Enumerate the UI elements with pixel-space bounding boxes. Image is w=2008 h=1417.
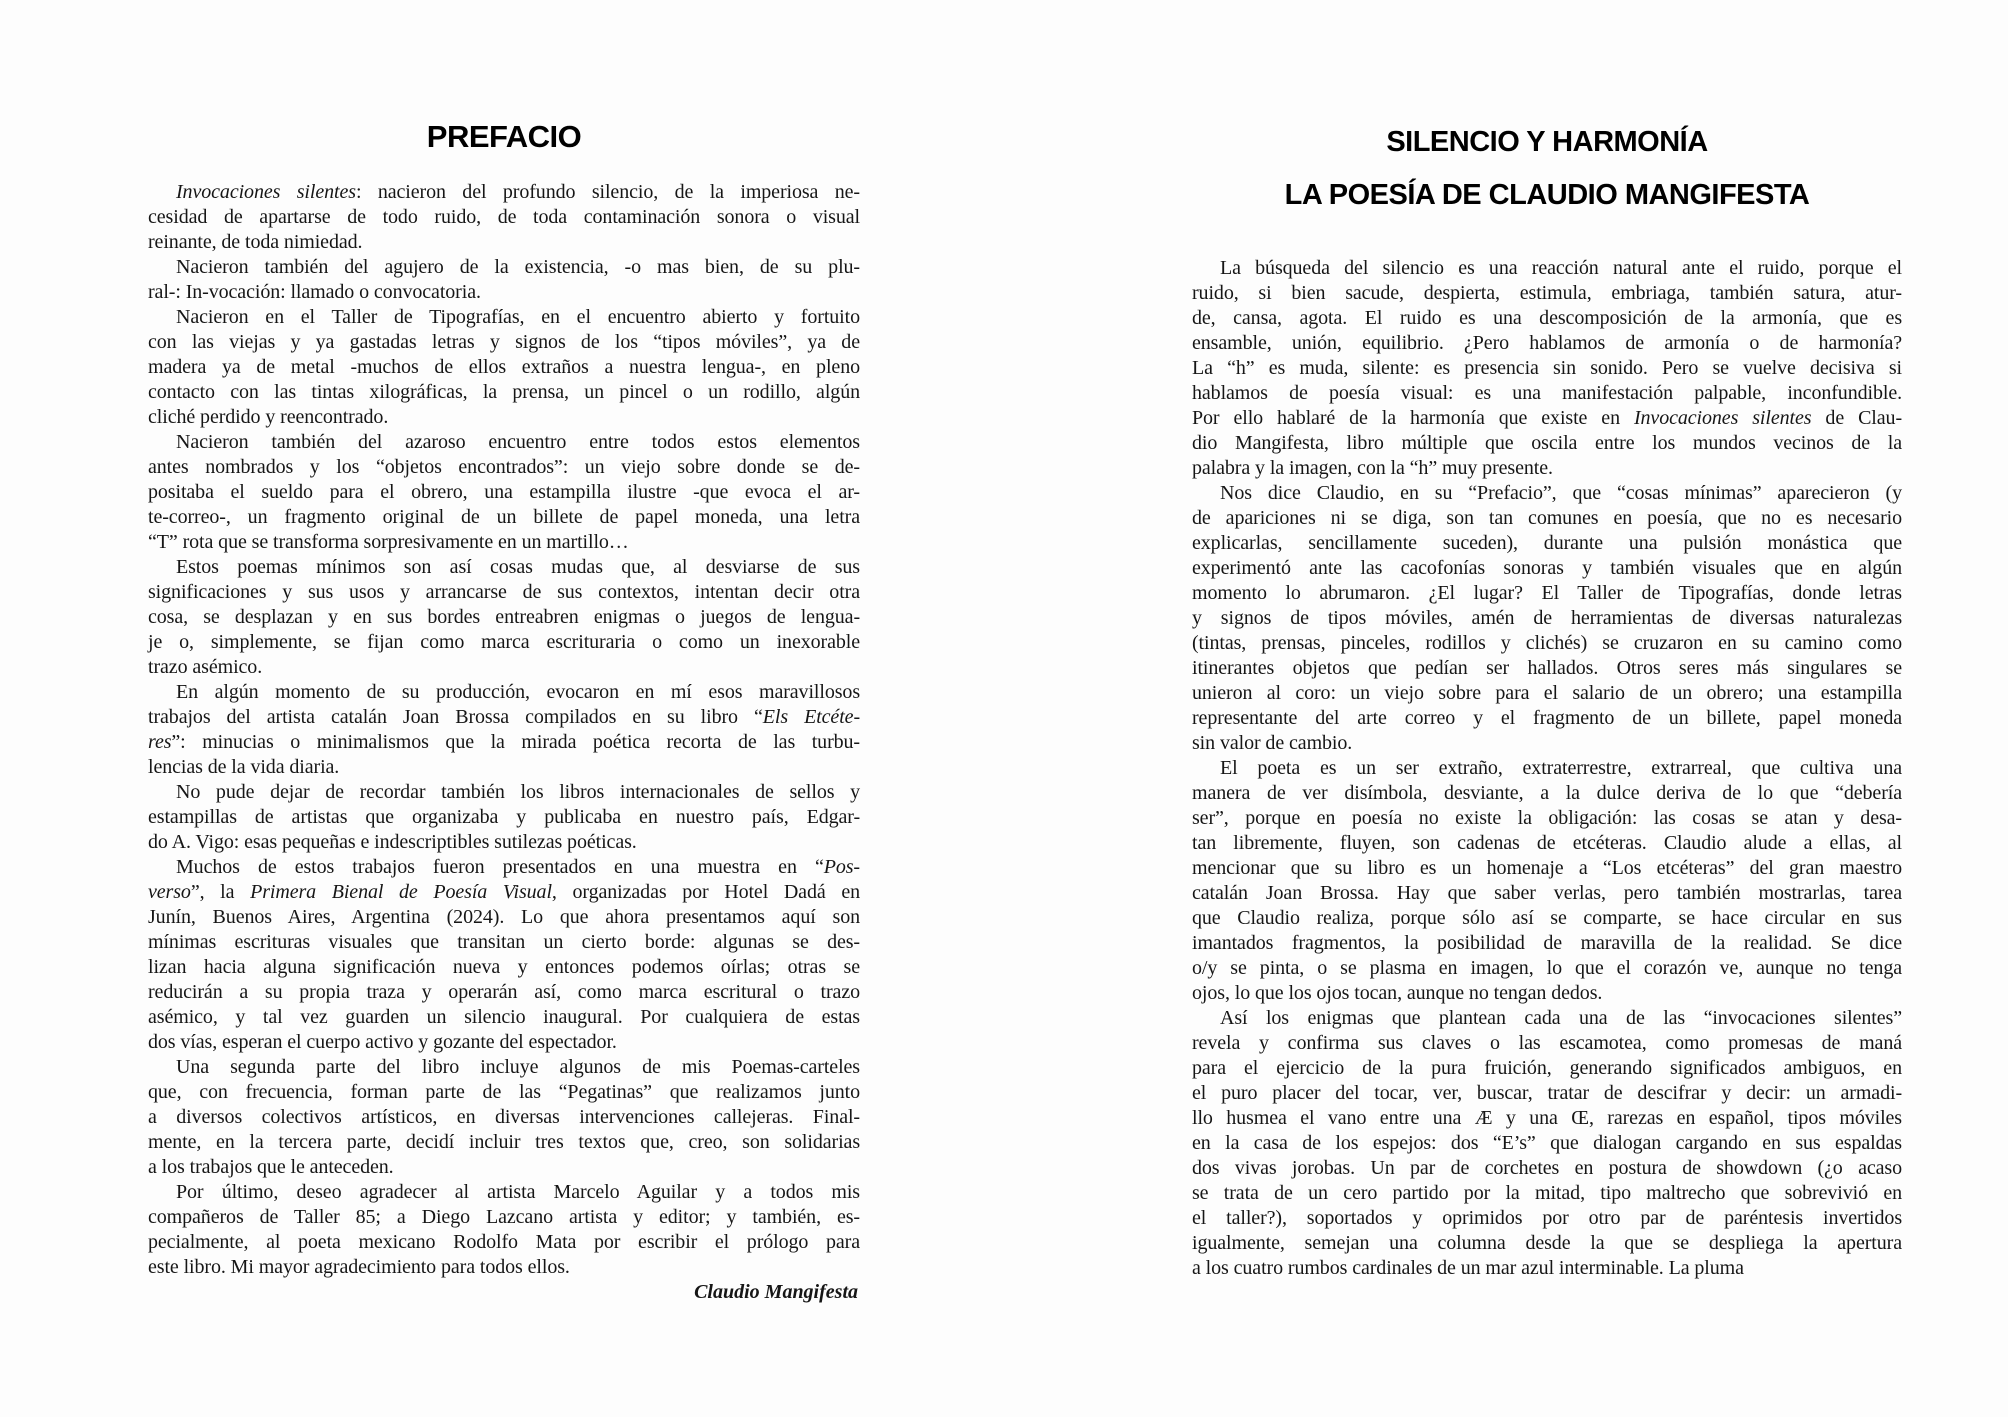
text-line: catalán Joan Brossa. Hay que saber verlas, pero también mostrarlas, tarea bbox=[1192, 882, 1902, 904]
paragraph bbox=[148, 180, 860, 255]
text-line: el taller?), soportados y oprimidos por otro par de paréntesis invertidos bbox=[1192, 1207, 1902, 1229]
text-line: ruido, si bien sacude, despierta, estimula, embriaga, también satura, atur- bbox=[1192, 282, 1902, 304]
text-line: res”: minucias o minimalismos que la mirada poética recorta de las turbu- bbox=[148, 731, 860, 753]
text-line: dio Mangifesta, libro múltiple que oscila entre los mundos vecinos de la bbox=[1192, 432, 1902, 454]
left-page bbox=[148, 0, 860, 1417]
text-line: para el ejercicio de la pura fruición, generando significados ambiguos, en bbox=[1192, 1057, 1902, 1079]
text-line: el puro placer del tocar, ver, buscar, tratar de descifrar y decir: un armadi- bbox=[1192, 1082, 1902, 1104]
text-line: Una segunda parte del libro incluye algunos de mis Poemas-carteles bbox=[176, 1056, 860, 1078]
text-line: ojos, lo que los ojos tocan, aunque no tengan dedos. bbox=[1192, 982, 1603, 1004]
text-line: ral-: In-vocación: llamado o convocatoria. bbox=[148, 281, 481, 303]
text-line: Invocaciones silentes: nacieron del profundo silencio, de la imperiosa ne- bbox=[176, 181, 860, 203]
text-line: La “h” es muda, silente: es presencia sin sonido. Pero se vuelve decisiva si bbox=[1192, 357, 1902, 379]
text-line: mente, en la tercera parte, decidí incluir tres textos que, creo, son solidarias bbox=[148, 1131, 860, 1153]
paragraph bbox=[148, 430, 860, 555]
text-line: En algún momento de su producción, evocaron en mí esos maravillosos bbox=[176, 681, 860, 703]
text-line: trazo asémico. bbox=[148, 656, 263, 678]
text-line: lencias de la vida diaria. bbox=[148, 756, 340, 778]
right-page bbox=[1192, 0, 1902, 1417]
paragraph bbox=[148, 1055, 860, 1180]
text-line: do A. Vigo: esas pequeñas e indescriptibles sutilezas poéticas. bbox=[148, 831, 637, 853]
text-line: te-correo-, un fragmento original de un billete de papel moneda, una letra bbox=[148, 506, 860, 528]
text-line: momento lo abrumaron. ¿El lugar? El Taller de Tipografías, donde letras bbox=[1192, 582, 1902, 604]
text-line: que Claudio realiza, porque sólo así se comparte, se hace circular en sus bbox=[1192, 907, 1902, 929]
text-line: se trata de un cero partido por la mitad, tipo maltrecho que sobrevivió en bbox=[1192, 1182, 1902, 1204]
text-line: cosa, se desplazan y en sus bordes entreabren enigmas o juegos de lengua- bbox=[148, 606, 860, 628]
text-line: que, con frecuencia, forman parte de las “Pegatinas” que realizamos junto bbox=[148, 1081, 860, 1103]
text-line: je o, simplemente, se fijan como marca escrituraria o como un inexorable bbox=[148, 631, 860, 653]
text-line: compañeros de Taller 85; a Diego Lazcano artista y editor; y también, es- bbox=[148, 1206, 860, 1228]
text-line: unieron al coro: un viejo sobre para el salario de un obrero; una estampilla bbox=[1192, 682, 1902, 704]
text-line: Junín, Buenos Aires, Argentina (2024). Lo que ahora presentamos aquí son bbox=[148, 906, 860, 928]
text-line: a los trabajos que le anteceden. bbox=[148, 1156, 394, 1178]
text-line: de apariciones ni se diga, son tan comunes en poesía, que no es necesario bbox=[1192, 507, 1902, 529]
text-line: Nos dice Claudio, en su “Prefacio”, que “cosas mínimas” aparecieron (y bbox=[1220, 482, 1902, 504]
text-line: itinerantes objetos que pedían ser hallados. Otros seres más singulares se bbox=[1192, 657, 1902, 679]
text-line: dos vivas jorobas. Un par de corchetes en postura de showdown (¿o acaso bbox=[1192, 1157, 1902, 1179]
text-line: verso”, la Primera Bienal de Poesía Visual, organizadas por Hotel Dadá en bbox=[148, 881, 860, 903]
text-line: asémico, y tal vez guarden un silencio inaugural. Por cualquiera de estas bbox=[148, 1006, 860, 1028]
text-line: Por último, deseo agradecer al artista Marcelo Aguilar y a todos mis bbox=[176, 1181, 860, 1203]
paragraph bbox=[1192, 256, 1902, 481]
left-page-title: PREFACIO bbox=[426, 119, 582, 154]
text-line: madera ya de metal -muchos de ellos extraños a nuestra lengua-, en pleno bbox=[148, 356, 860, 378]
text-line: a los cuatro rumbos cardinales de un mar azul interminable. La pluma bbox=[1192, 1257, 1744, 1279]
paragraph bbox=[148, 855, 860, 1055]
paragraph bbox=[148, 680, 860, 780]
text-line: con las viejas y ya gastadas letras y signos de los “tipos móviles”, ya de bbox=[148, 331, 860, 353]
text-line: Por ello hablaré de la harmonía que existe en Invocaciones silentes de Clau- bbox=[1192, 407, 1902, 429]
text-line: o/y se pinta, o se plasma en imagen, lo que el corazón ve, aunque no tenga bbox=[1192, 957, 1902, 979]
text-line: a diversos colectivos artísticos, en diversas intervenciones callejeras. Final- bbox=[148, 1106, 860, 1128]
right-page-title bbox=[1192, 116, 1902, 222]
text-line: Nacieron también del azaroso encuentro entre todos estos elementos bbox=[176, 431, 860, 453]
text-line: dos vías, esperan el cuerpo activo y gozante del espectador. bbox=[148, 1031, 617, 1053]
text-line: Nacieron también del agujero de la existencia, -o mas bien, de su plu- bbox=[176, 256, 860, 278]
text-line: positaba el sueldo para el obrero, una estampilla ilustre -que evoca el ar- bbox=[148, 481, 860, 503]
text-line: trabajos del artista catalán Joan Brossa compilados en su libro “Els Etcéte- bbox=[148, 706, 861, 728]
text-line: llo husmea el vano entre una Æ y una Œ, rarezas en español, tipos móviles bbox=[1192, 1107, 1902, 1129]
text-line: antes nombrados y los “objetos encontrados”: un viejo sobre donde se de- bbox=[148, 456, 860, 478]
text-line: Estos poemas mínimos son así cosas mudas que, al desviarse de sus bbox=[176, 556, 860, 578]
text-line: y signos de tipos móviles, amén de herramientas de diversas naturalezas bbox=[1192, 607, 1902, 629]
text-line: mencionar que su libro es un homenaje a “Los etcéteras” del gran maestro bbox=[1192, 857, 1902, 879]
right-page-title-line-2: LA POESÍA DE CLAUDIO MANGIFESTA bbox=[1284, 179, 1810, 211]
text-line: reducirán a su propia traza y operarán así, como marca escritural o trazo bbox=[148, 981, 860, 1003]
text-line: ensamble, unión, equilibrio. ¿Pero hablamos de armonía o de harmonía? bbox=[1192, 332, 1902, 354]
text-line: La búsqueda del silencio es una reacción natural ante el ruido, porque el bbox=[1220, 257, 1902, 279]
text-line: igualmente, semejan una columna desde la que se despliega la apertura bbox=[1192, 1232, 1902, 1254]
author-signature: Claudio Mangifesta bbox=[694, 1281, 858, 1303]
text-line: “T” rota que se transforma sorpresivamente en un martillo… bbox=[148, 531, 629, 553]
text-line: lizan hacia alguna significación nueva y entonces podemos oírlas; otras se bbox=[148, 956, 860, 978]
left-page-body bbox=[148, 180, 860, 1305]
text-line: de, cansa, agota. El ruido es una descomposición de la armonía, que es bbox=[1192, 307, 1902, 329]
text-line: manera de ver disímbola, desviante, a la dulce deriva de lo que “debería bbox=[1192, 782, 1902, 804]
paragraph bbox=[148, 1180, 860, 1280]
text-line: revela y confirma sus claves o las escamotea, como promesas de maná bbox=[1192, 1032, 1902, 1054]
paragraph bbox=[148, 555, 860, 680]
text-line: Nacieron en el Taller de Tipografías, en el encuentro abierto y fortuito bbox=[176, 306, 860, 328]
text-line: (tintas, prensas, pinceles, rodillos y clichés) se cruzaron en su camino como bbox=[1192, 632, 1902, 654]
text-line: reinante, de toda nimiedad. bbox=[148, 231, 363, 253]
text-line: significaciones y sus usos y arrancarse de sus contextos, intentan decir otra bbox=[148, 581, 860, 603]
text-line: Muchos de estos trabajos fueron presentados en una muestra en “Pos- bbox=[176, 856, 860, 878]
text-line: cesidad de apartarse de todo ruido, de toda contaminación sonora o visual bbox=[148, 206, 860, 228]
paragraph bbox=[1192, 1006, 1902, 1281]
text-line: tan libremente, fluyen, son cadenas de etcéteras. Claudio alude a ellas, al bbox=[1192, 832, 1902, 854]
text-line: mínimas escrituras visuales que transitan un cierto borde: algunas se des- bbox=[148, 931, 860, 953]
paragraph bbox=[148, 780, 860, 855]
text-line: cliché perdido y reencontrado. bbox=[148, 406, 389, 428]
text-line: experimentó ante las cacofonías sonoras y también visuales que en algún bbox=[1192, 557, 1902, 579]
paragraph bbox=[148, 305, 860, 430]
text-line: Así los enigmas que plantean cada una de las “invocaciones silentes” bbox=[1220, 1007, 1902, 1029]
paragraph bbox=[1192, 756, 1902, 1006]
text-line: en la casa de los espejos: dos “E’s” que dialogan cargando en sus espaldas bbox=[1192, 1132, 1902, 1154]
text-line: hablamos de poesía visual: es una manifestación palpable, inconfundible. bbox=[1192, 382, 1902, 404]
right-page-title-line-1: SILENCIO Y HARMONÍA bbox=[1386, 126, 1708, 158]
text-line: ser”, porque en poesía no existe la obligación: las cosas se atan y desa- bbox=[1192, 807, 1902, 829]
paragraph bbox=[1192, 481, 1902, 756]
text-line: El poeta es un ser extraño, extraterrestre, extrarreal, que cultiva una bbox=[1220, 757, 1902, 779]
text-line: palabra y la imagen, con la “h” muy presente. bbox=[1192, 457, 1553, 479]
text-line: representante del arte correo y el fragmento de un billete, papel moneda bbox=[1192, 707, 1902, 729]
text-line: sin valor de cambio. bbox=[1192, 732, 1353, 754]
text-line: pecialmente, al poeta mexicano Rodolfo Mata por escribir el prólogo para bbox=[148, 1231, 860, 1253]
paragraph bbox=[148, 255, 860, 305]
text-line: No pude dejar de recordar también los libros internacionales de sellos y bbox=[176, 781, 860, 803]
text-line: explicarlas, sencillamente suceden), durante una pulsión monástica que bbox=[1192, 532, 1902, 554]
text-line: este libro. Mi mayor agradecimiento para todos ellos. bbox=[148, 1256, 570, 1278]
text-line: contacto con las tintas xilográficas, la prensa, un pincel o un rodillo, algún bbox=[148, 381, 860, 403]
text-line: estampillas de artistas que organizaba y publicaba en nuestro país, Edgar- bbox=[148, 806, 860, 828]
text-line: imantados fragmentos, la posibilidad de maravilla de la realidad. Se dice bbox=[1192, 932, 1902, 954]
right-page-body bbox=[1192, 256, 1902, 1281]
